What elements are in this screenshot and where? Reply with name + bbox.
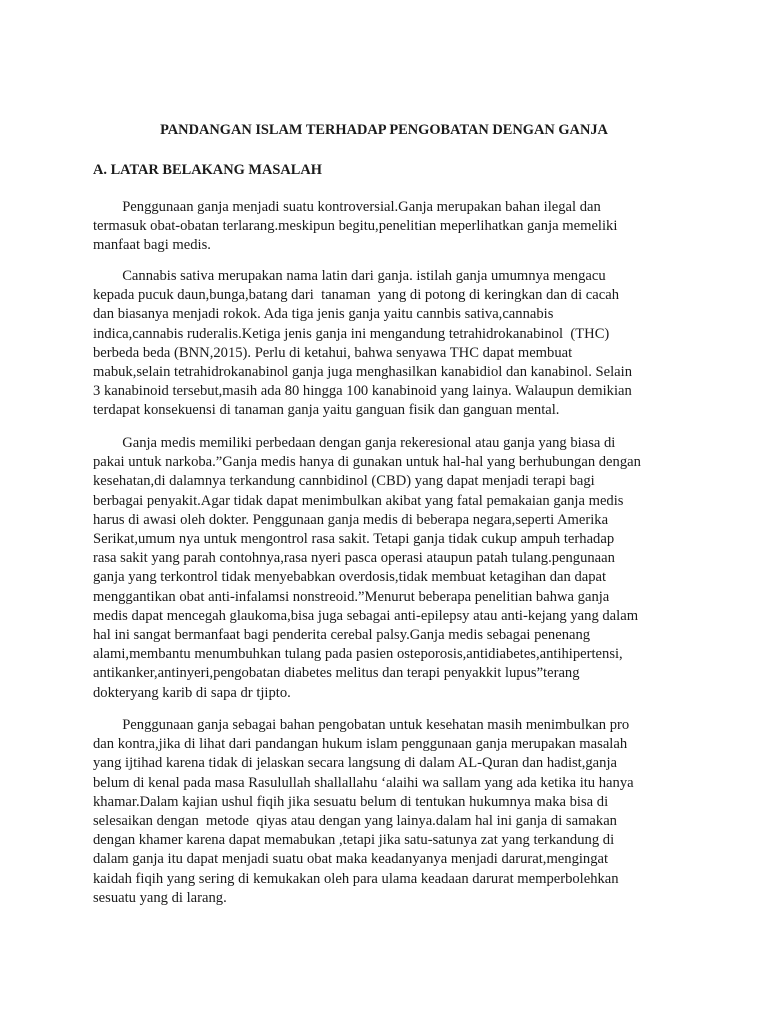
- paragraph-line: selesaikan dengan metode qiyas atau dengan yang lainya.dalam hal ini ganja di samakan: [93, 813, 617, 830]
- paragraph-line: antikanker,antinyeri,pengobatan diabetes melitus dan terapi penyakkit lupus”terang: [93, 665, 580, 682]
- paragraph-line: khamar.Dalam kajian ushul fiqih jika sesuatu belum di tentukan hukumnya maka bisa di: [93, 793, 609, 810]
- document-title: PANDANGAN ISLAM TERHADAP PENGOBATAN DENGAN GANJA: [160, 122, 608, 138]
- paragraph-line: kaidah fiqih yang sering di kemukakan oleh para ulama keadaan darurat memperbolehkan: [93, 870, 619, 887]
- paragraph-line: rasa sakit yang parah contohnya,rasa nyeri pasca operasi ataupun patah tulang.pengunaan: [93, 550, 615, 567]
- paragraph-line: menggantikan obat anti-infalamsi nonstreoid.”Menurut beberapa penelitian bahwa ganja: [93, 588, 610, 605]
- paragraph-line: kepada pucuk daun,bunga,batang dari tanaman yang di potong di keringkan dan di cacah: [93, 287, 620, 304]
- paragraph-line: 3 kanabinoid tersebut,masih ada 80 hingga 100 kanabinoid yang lainya. Walaupun demikian: [93, 383, 632, 400]
- paragraph-line: harus di awasi oleh dokter. Penggunaan ganja medis di beberapa negara,seperti Amerika: [93, 511, 609, 528]
- paragraph-line: termasuk obat-obatan terlarang.meskipun begitu,penelitian meperlihatkan ganja memeliki: [93, 218, 618, 235]
- paragraph-line: dokteryang karib di sapa dr tjipto.: [93, 684, 291, 701]
- paragraph-line: berbagai penyakit.Agar tidak dapat menimbulkan akibat yang fatal pemakaian ganja medis: [93, 492, 624, 509]
- paragraph-line: terdapat konsekuensi di tanaman ganja yaitu ganguan fisik dan ganguan mental.: [93, 402, 560, 419]
- paragraph-4: [93, 716, 675, 908]
- paragraph-line: medis dapat mencegah glaukoma,bisa juga sebagai anti-epilepsy atau anti-kejang yang dalam: [93, 607, 639, 624]
- paragraph-line: alami,membantu menumbuhkan tulang pada pasien osteporosis,antidiabetes,antihipertensi,: [93, 646, 623, 663]
- paragraph-line: kesehatan,di dalamnya terkandung cannbidinol (CBD) yang dapat menjadi terapi bagi: [93, 473, 595, 490]
- paragraph-line: Penggunaan ganja menjadi suatu kontroversial.Ganja merupakan bahan ilegal dan: [93, 199, 601, 215]
- paragraph-line: pakai untuk narkoba.”Ganja medis hanya di gunakan untuk hal-hal yang berhubungan dengan: [93, 454, 641, 471]
- paragraph-line: Penggunaan ganja sebagai bahan pengobatan untuk kesehatan masih menimbulkan pro: [93, 717, 630, 733]
- paragraph-line: hal ini sangat bermanfaat bagi penderita cerebal palsy.Ganja medis sebagai penenang: [93, 627, 591, 644]
- paragraph-line: Cannabis sativa merupakan nama latin dari ganja. istilah ganja umumnya mengacu: [93, 268, 606, 284]
- paragraph-2: [93, 267, 675, 421]
- paragraph-line: dengan khamer karena dapat memabukan ,tetapi jika satu-satunya zat yang terkandung di: [93, 832, 615, 849]
- paragraph-line: yang ijtihad karena tidak di jelaskan secara langsung di dalam AL-Quran dan hadist,ganja: [93, 755, 617, 772]
- paragraph-line: belum di kenal pada masa Rasulullah shallallahu ‘alaihi wa sallam yang ada ketika itu hanya: [93, 774, 634, 791]
- paragraph-line: Serikat,umum nya untuk mengontrol rasa sakit. Tetapi ganja tidak cukup ampuh terhadap: [93, 531, 615, 548]
- paragraph-3: [93, 434, 675, 703]
- section-heading: A. LATAR BELAKANG MASALAH: [93, 162, 322, 178]
- paragraph-line: indica,cannabis ruderalis.Ketiga jenis ganja ini mengandung tetrahidrokanabinol (THC): [93, 325, 610, 342]
- paragraph-line: dan kontra,jika di lihat dari pandangan hukum islam penggunaan ganja merupakan masalah: [93, 736, 628, 753]
- paragraph-line: dan biasanya menjadi rokok. Ada tiga jenis ganja yaitu cannbis sativa,cannabis: [93, 306, 554, 323]
- paragraph-1: [93, 198, 675, 256]
- paragraph-line: manfaat bagi medis.: [93, 237, 211, 254]
- paragraph-line: ganja yang terkontrol tidak menyebabkan overdosis,tidak membuat ketagihan dan dapat: [93, 569, 607, 586]
- paragraph-line: dalam ganja itu dapat menjadi suatu obat maka keadanyanya menjadi darurat,mengingat: [93, 851, 609, 868]
- paragraph-line: berbeda beda (BNN,2015). Perlu di ketahui, bahwa senyawa THC dapat membuat: [93, 344, 573, 361]
- paragraph-line: Ganja medis memiliki perbedaan dengan ganja rekeresional atau ganja yang biasa di: [93, 435, 616, 451]
- paragraph-line: mabuk,selain tetrahidrokanabinol ganja juga menghasilkan kanabidiol dan kanabinol. Selain: [93, 364, 633, 381]
- paragraph-line: sesuatu yang di larang.: [93, 889, 227, 906]
